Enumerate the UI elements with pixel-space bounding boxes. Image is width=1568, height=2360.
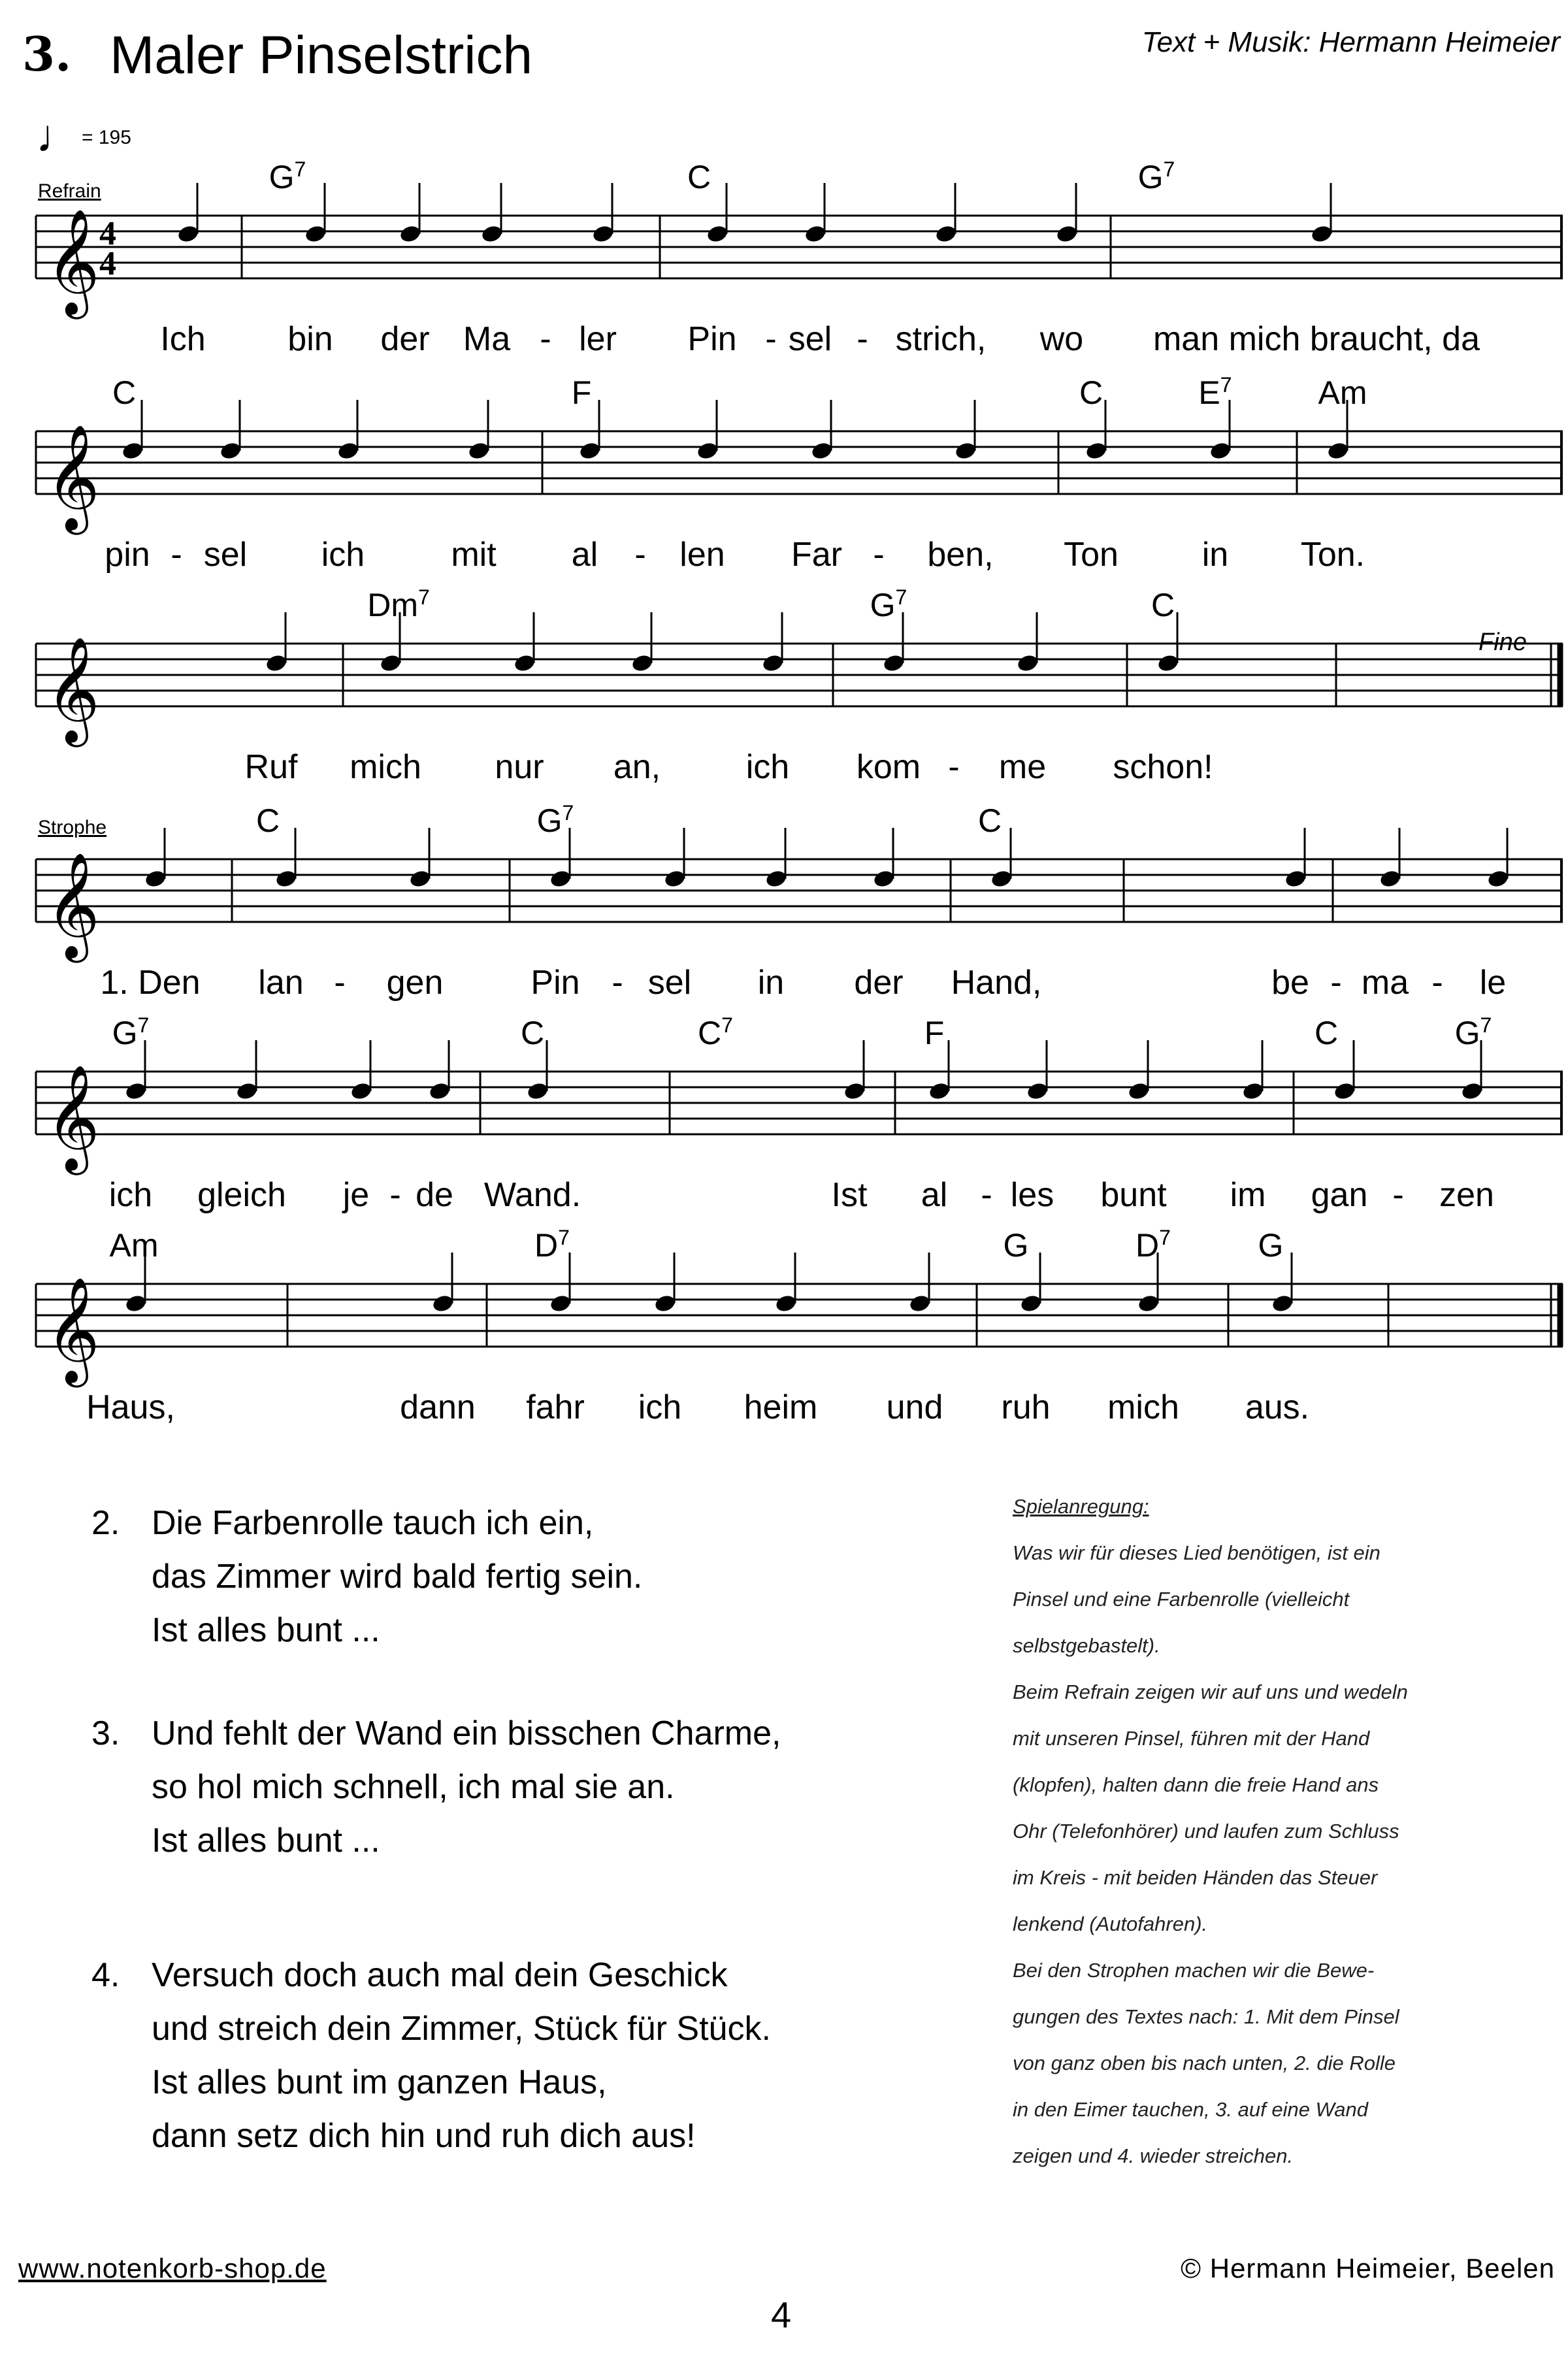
lyric-syllable: - [389,1176,401,1214]
lyric-syllable: aus. [1245,1388,1310,1426]
chord-symbol: C [1079,374,1103,411]
lyric-syllable: - [1431,964,1443,1002]
lyric-syllable: Ruf [244,748,298,786]
lyric-syllable: der [854,964,904,1002]
fine-marking: Fine [1478,629,1527,656]
lyric-syllable: ich [745,748,790,786]
verse-line: Die Farbenrolle tauch ich ein, [152,1504,594,1542]
lyric-syllable: de [416,1176,453,1214]
lyric-syllable: Haus, [86,1388,175,1426]
instruction-line: mit unseren Pinsel, führen mit der Hand [1013,1727,1370,1750]
chord-symbol: G [1003,1227,1029,1264]
lyric-syllable: - [612,964,623,1002]
chord-symbol: C [977,802,1002,839]
chord-symbol: C [1314,1015,1339,1051]
lyric-syllable: gan [1311,1176,1368,1214]
instruction-line: zeigen und 4. wieder streichen. [1013,2144,1294,2167]
lyric-syllable: ben, [927,536,994,574]
credits: Text + Musik: Hermann Heimeier [1141,26,1560,58]
lyric-syllable: Ich [160,320,206,358]
lyric-syllable: le [1479,964,1507,1002]
lyric-syllable: ich [638,1388,682,1426]
chord-symbol: Am [1318,374,1367,411]
lyric-syllable: Pin [531,964,580,1002]
verse-line: das Zimmer wird bald fertig sein. [152,1558,643,1596]
refrain-label: Refrain [38,180,101,202]
instruction-line: Bei den Strophen machen wir die Bewe- [1013,1959,1375,1982]
chord-symbol: $G^7$ [1454,1013,1492,1051]
treble-clef-icon: 𝄞 [46,852,100,959]
lyric-syllable: ich [321,536,365,574]
lyric-syllable: mich [1107,1388,1179,1426]
verse-line: so hol mich schnell, ich mal sie an. [152,1768,675,1806]
lyric-syllable: in [757,964,785,1002]
lyric-syllable: nur [495,748,544,786]
lyric-syllable: im [1230,1176,1266,1214]
lyric-syllable: strich, [895,320,987,358]
verse-line: dann setz dich hin und ruh dich aus! [152,2117,696,2155]
verse-number: 2. [91,1504,120,1542]
chord-symbol: F [571,374,592,411]
lyric-syllable: - [171,536,182,574]
instruction-line: von ganz oben bis nach unten, 2. die Rolle [1013,2052,1396,2074]
lyric-syllable: - [1330,964,1342,1002]
lyric-syllable: - [873,536,885,574]
lyric-syllable: Ist [831,1176,868,1214]
lyric-syllable: Ton. [1300,536,1365,574]
lyric-syllable: sel [203,536,248,574]
verse-line: Ist alles bunt im ganzen Haus, [152,2063,607,2101]
play-instructions-title: Spielanregung: [1013,1495,1149,1518]
verse-line: Versuch doch auch mal dein Geschick [152,1956,728,1994]
lyric-syllable: - [948,748,960,786]
chord-symbol: G [1258,1227,1284,1264]
lyric-syllable: bunt [1100,1176,1167,1214]
instruction-line: im Kreis - mit beiden Händen das Steuer [1013,1866,1378,1889]
lyric-syllable: - [334,964,346,1002]
lyric-syllable: - [634,536,646,574]
lyric-syllable: schon! [1113,748,1213,786]
chord-symbol: $C^7$ [698,1013,733,1051]
lyric-syllable: Hand, [951,964,1042,1002]
chord-symbol: F [924,1015,945,1051]
chord-symbol: C [520,1015,545,1051]
chord-symbol: C [687,159,711,195]
lyric-syllable: - [765,320,777,358]
chord-symbol: $G^7$ [112,1013,150,1051]
chord-symbol: $G^7$ [536,801,574,839]
lyric-syllable: dann [400,1388,476,1426]
chord-symbol: $G^7$ [870,585,907,623]
lyric-syllable: in [1201,536,1229,574]
lyric-syllable: - [540,320,551,358]
website-link[interactable]: www.notenkorb-shop.de [18,2253,327,2284]
lyric-syllable: sel [647,964,692,1002]
lyric-syllable: be [1271,964,1309,1002]
instruction-line: (klopfen), halten dann die freie Hand ans [1013,1773,1379,1796]
verse-number: 4. [91,1956,120,1994]
verse-line: Ist alles bunt ... [152,1822,380,1860]
treble-clef-icon: 𝄞 [46,636,100,743]
chord-symbol: $G^7$ [269,157,306,195]
lyric-syllable: lan [258,964,304,1002]
chord-symbol: C [1151,587,1175,623]
treble-clef-icon: 𝄞 [46,208,100,315]
verse-number: 3. [91,1714,120,1752]
song-title: Maler Pinselstrich [110,25,533,85]
lyric-syllable: Ton [1064,536,1119,574]
lyric-syllable: 1. Den [100,964,201,1002]
chord-symbol: $G^7$ [1137,157,1175,195]
treble-clef-icon: 𝄞 [46,1064,100,1171]
lyric-syllable: kom [856,748,921,786]
lyric-syllable: und [886,1388,943,1426]
page-number: 4 [771,2294,792,2335]
lyric-syllable: heim [743,1388,818,1426]
lyric-syllable: ich [108,1176,153,1214]
lyric-syllable: wo [1039,320,1084,358]
song-number: 3. [22,26,72,82]
lyric-syllable: man mich braucht, da [1152,320,1480,358]
lyric-syllable: zen [1439,1176,1494,1214]
copyright: © Hermann Heimeier, Beelen [1181,2253,1555,2284]
lyric-syllable: Ma [463,320,511,358]
verse-line: Ist alles bunt ... [152,1611,380,1649]
chord-symbol: Dm$^7$ [367,585,430,623]
lyric-syllable: Far [791,536,842,574]
lyric-syllable: ruh [1001,1388,1051,1426]
lyric-syllable: al [921,1176,948,1214]
lyric-syllable: ma [1361,964,1409,1002]
lyric-syllable: les [1010,1176,1054,1214]
lyric-syllable: len [679,536,725,574]
tempo-value: = 195 [82,127,131,148]
lyric-syllable: - [1392,1176,1404,1214]
verse-line: Und fehlt der Wand ein bisschen Charme, [152,1714,781,1752]
treble-clef-icon: 𝄞 [46,424,100,531]
lyric-syllable: bin [287,320,333,358]
lyric-syllable: je [342,1176,370,1214]
lyric-syllable: an, [613,748,661,786]
lyric-syllable: mich [350,748,421,786]
lyric-syllable: sel [788,320,832,358]
lyric-syllable: pin [105,536,150,574]
time-signature: 4 [99,215,116,252]
instruction-line: Beim Refrain zeigen wir auf uns und wedeln [1013,1680,1408,1703]
lyric-syllable: me [998,748,1047,786]
instruction-line: Pinsel und eine Farbenrolle (vielleicht [1013,1588,1350,1611]
chord-symbol: C [112,374,137,411]
play-instructions [1013,1483,1483,2179]
chord-symbol: C [255,802,280,839]
instruction-line: in den Eimer tauchen, 3. auf eine Wand [1013,2098,1368,2121]
lyric-syllable: der [380,320,430,358]
lyric-syllable: Wand. [483,1176,581,1214]
lyric-syllable: ler [579,320,617,358]
chord-symbol: Am [109,1227,159,1264]
time-signature: 4 [99,245,116,282]
instruction-line: Was wir für dieses Lied benötigen, ist ein [1013,1541,1380,1564]
instruction-line: lenkend (Autofahren). [1013,1912,1208,1935]
lyric-syllable: Pin [687,320,737,358]
lyric-syllable: fahr [526,1388,585,1426]
chord-symbol: $E^7$ [1198,373,1232,411]
instruction-line: gungen des Textes nach: 1. Mit dem Pinsel [1013,2005,1399,2028]
treble-clef-icon: 𝄞 [46,1277,100,1383]
verse-line: und streich dein Zimmer, Stück für Stück. [152,2010,771,2048]
lyric-syllable: gleich [197,1176,286,1214]
lyric-syllable: gen [386,964,444,1002]
chord-symbol: $D^7$ [534,1226,570,1264]
lyric-syllable: - [981,1176,992,1214]
lyric-syllable: mit [451,536,497,574]
lyric-syllable: al [571,536,598,574]
lyric-syllable: - [857,320,868,358]
instruction-line: Ohr (Telefonhörer) und laufen zum Schluss [1013,1820,1399,1843]
strophe-label: Strophe [38,817,107,838]
chord-symbol: $D^7$ [1135,1226,1171,1264]
quarter-note-icon: ♩ [36,110,82,161]
instruction-line: selbstgebastelt). [1013,1634,1160,1657]
